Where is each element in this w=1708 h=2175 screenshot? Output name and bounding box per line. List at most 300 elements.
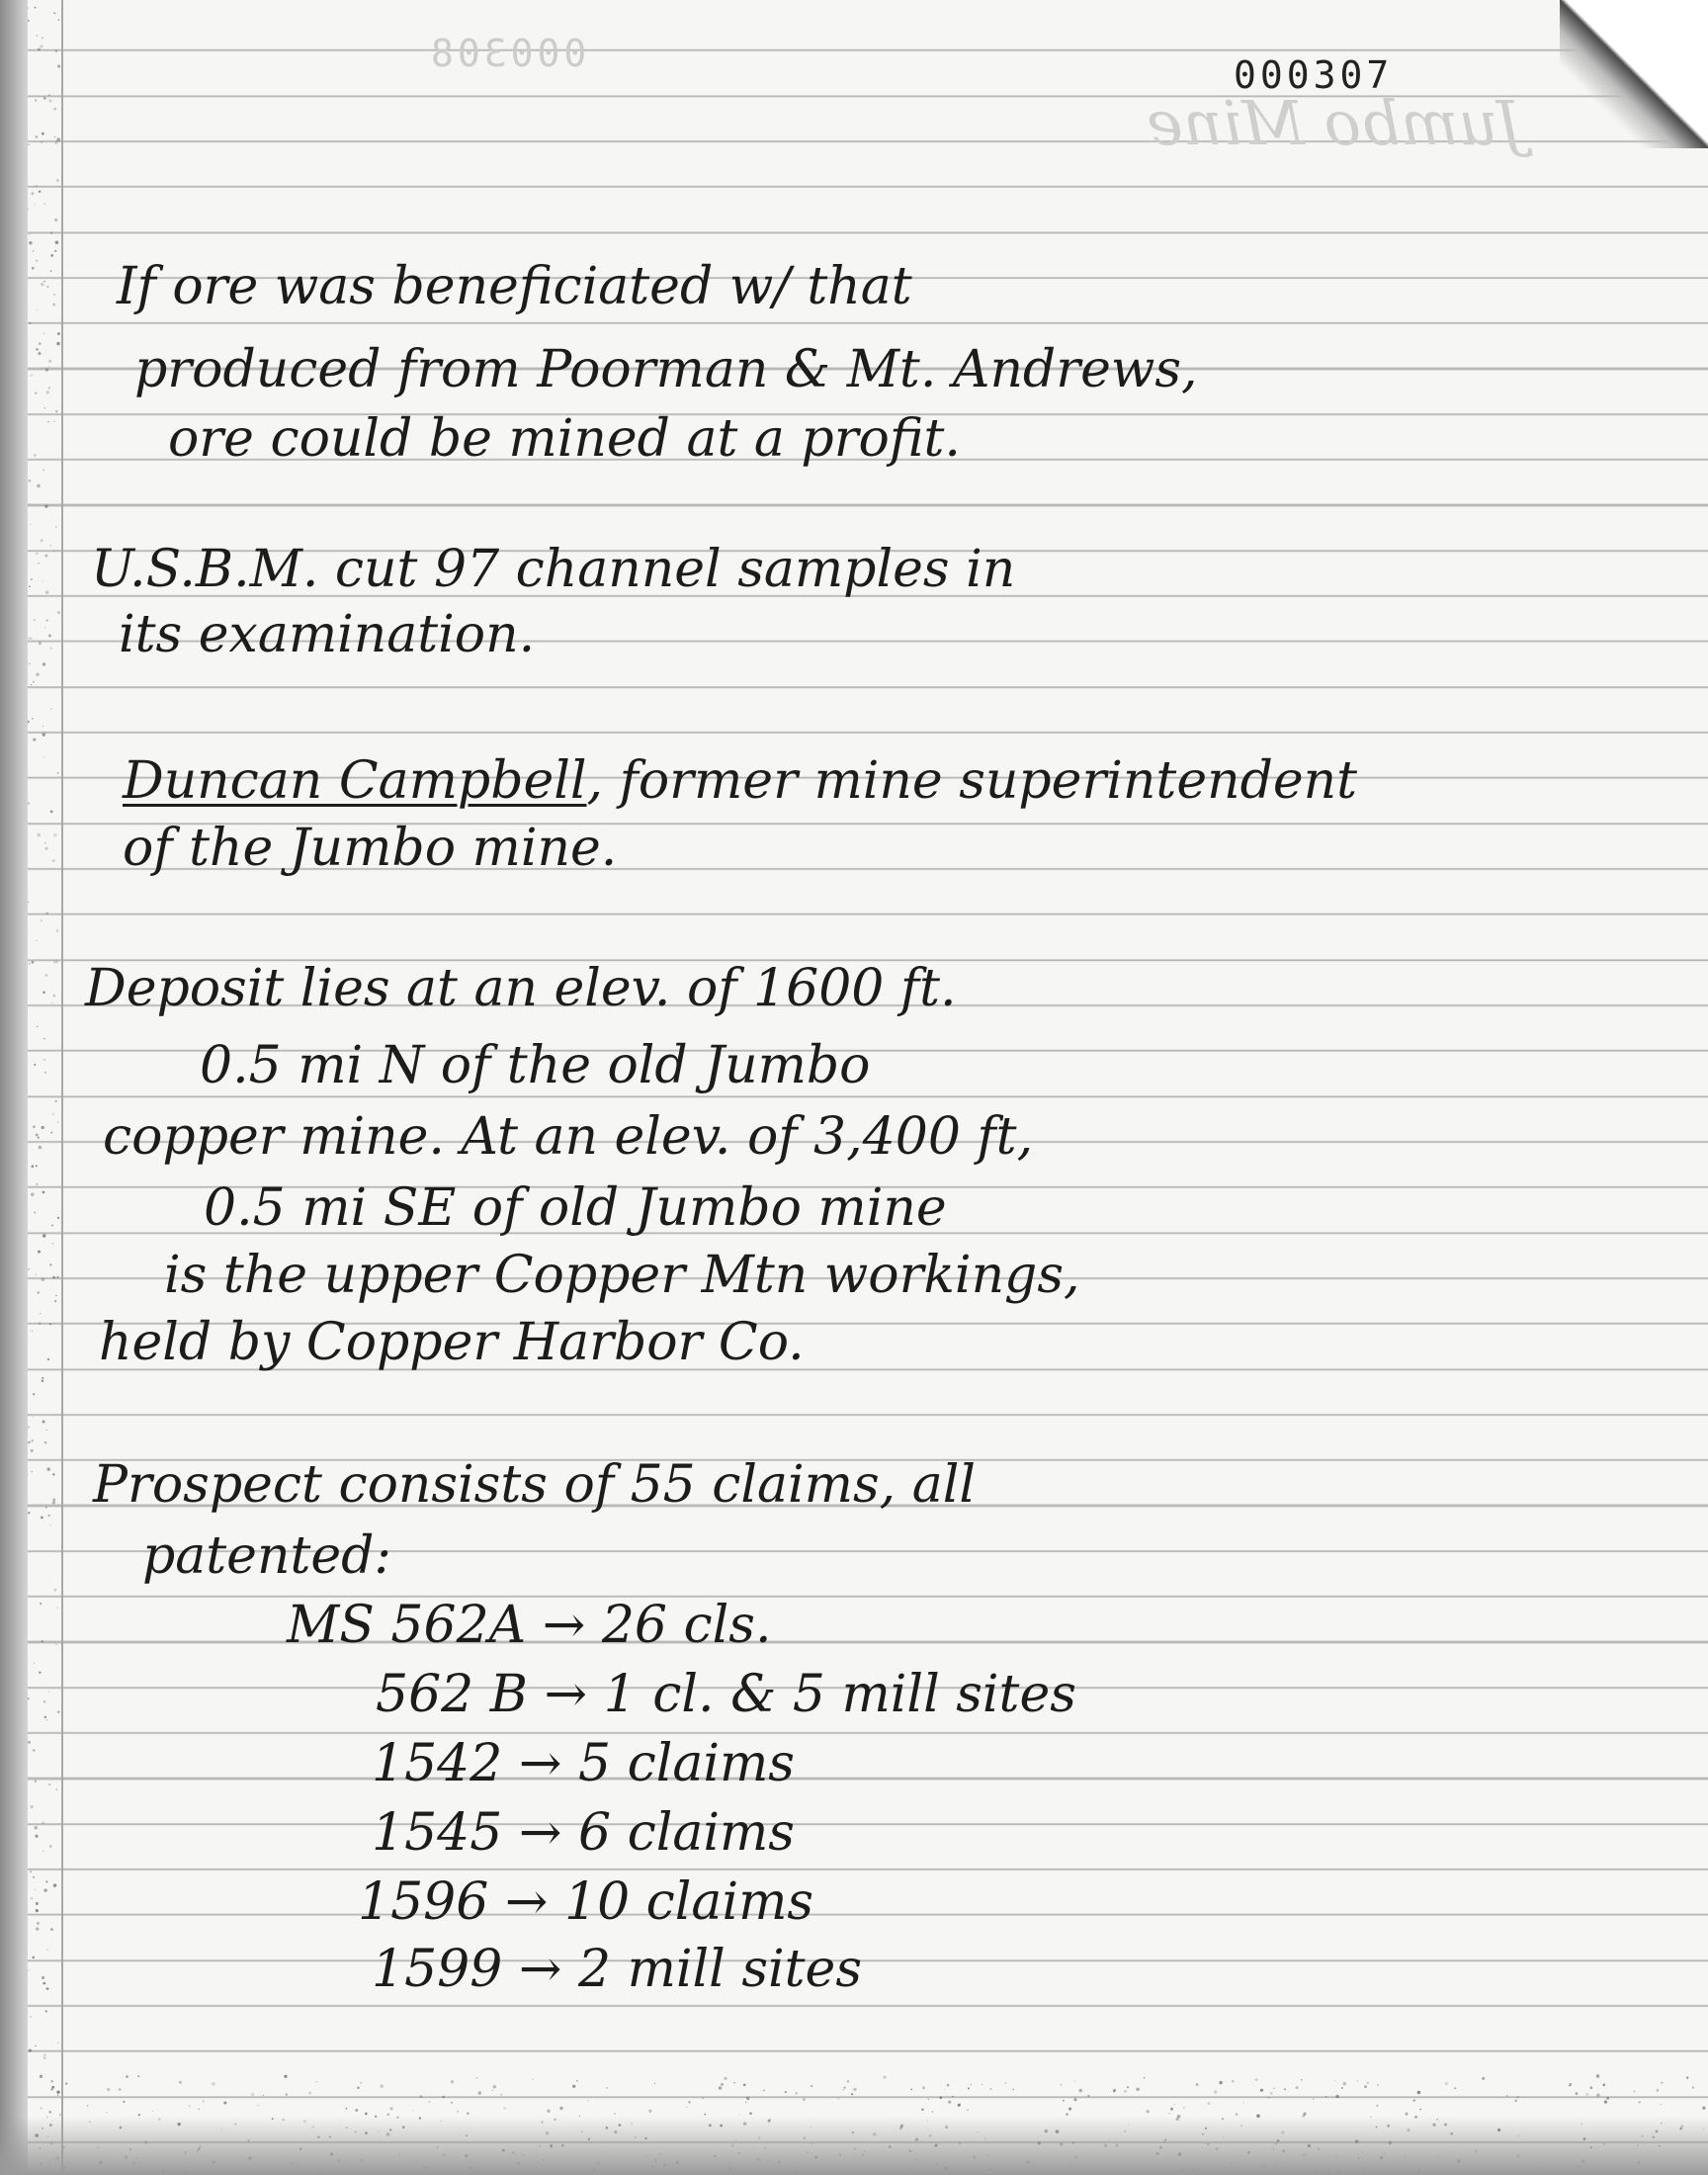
scan-speck (1341, 2087, 1343, 2089)
margin-line (61, 0, 63, 2175)
scan-speck (107, 2088, 110, 2091)
scan-speck (1147, 2110, 1150, 2113)
scan-speck (614, 2113, 615, 2114)
scan-speck (123, 2101, 125, 2103)
scan-speck (361, 2082, 362, 2083)
claim-count: 6 claims (577, 1803, 795, 1863)
scan-speck (35, 7, 37, 9)
scan-speck (37, 1291, 40, 1294)
claim-entry (287, 1598, 772, 1653)
scan-speck (1273, 2088, 1275, 2090)
scan-speck (952, 2096, 953, 2097)
scan-left-edge (0, 0, 28, 2175)
scan-speck (45, 2010, 47, 2012)
scan-speck (1144, 2077, 1146, 2079)
bleed-through-stamp: 000308 (427, 32, 587, 75)
scan-speck (1596, 2074, 1599, 2077)
scan-speck (57, 550, 58, 551)
arrow-icon: → (518, 1803, 562, 1863)
scan-speck (56, 342, 60, 346)
scan-speck (32, 718, 34, 720)
scan-speck (46, 620, 48, 622)
scan-speck (29, 585, 31, 587)
scan-speck (106, 2112, 107, 2113)
scan-speck (52, 1473, 54, 1475)
scan-speck (1079, 2089, 1082, 2092)
scan-speck (803, 2098, 806, 2101)
arrow-icon: → (518, 1940, 562, 1999)
scan-speck (932, 2111, 933, 2112)
scan-speck (47, 1358, 49, 1360)
scan-speck (795, 2092, 798, 2095)
scan-speck (947, 2084, 950, 2087)
scan-speck (28, 1441, 30, 1443)
scan-speck (945, 2089, 946, 2090)
scan-speck (1068, 2108, 1071, 2111)
scan-speck (35, 204, 36, 205)
scan-speck (38, 1251, 41, 1254)
scan-speck (87, 2105, 88, 2106)
scan-speck (32, 961, 35, 964)
scan-speck (36, 1902, 39, 1905)
scan-speck (35, 2045, 37, 2047)
note-line: U.S.B.M. cut 97 channel samples in (91, 540, 1016, 599)
scan-speck (475, 2077, 477, 2079)
scan-speck (55, 1100, 57, 1102)
scan-speck (45, 1430, 46, 1431)
scan-speck (28, 1741, 31, 1744)
scan-speck (843, 2089, 845, 2091)
scan-speck (1074, 2081, 1075, 2082)
note-line: Deposit lies at an elev. of 1600 ft. (85, 959, 957, 1018)
scan-speck (36, 1273, 37, 1274)
scan-speck (51, 1002, 53, 1004)
scan-speck (1270, 2092, 1273, 2095)
scan-speck (457, 2111, 458, 2112)
scan-speck (44, 627, 45, 628)
scan-speck (34, 619, 36, 621)
scan-speck (702, 2098, 704, 2100)
bates-stamp: 000307 (1234, 53, 1394, 97)
scan-speck (1313, 2098, 1314, 2099)
scan-speck (53, 833, 56, 836)
scan-speck (837, 2098, 838, 2099)
scan-speck (46, 1467, 49, 1470)
scan-speck (843, 2086, 845, 2088)
scan-speck (40, 1313, 42, 1315)
scan-speck (48, 94, 50, 96)
scan-speck (49, 1323, 51, 1325)
scan-speck (412, 2110, 413, 2111)
scan-speck (1413, 2099, 1415, 2101)
scan-speck (1260, 2089, 1263, 2092)
scan-speck (35, 392, 37, 394)
scan-speck (50, 2080, 53, 2083)
scan-speck (40, 1603, 42, 1605)
scan-speck (910, 2088, 912, 2090)
scan-speck (32, 192, 35, 195)
scan-speck (31, 1439, 33, 1441)
claim-survey: 1545 (372, 1803, 503, 1863)
scan-speck (38, 352, 41, 355)
claim-survey: MS 562A (287, 1596, 527, 1655)
scan-speck (31, 1897, 33, 1899)
scan-speck (53, 294, 55, 296)
scan-speck (346, 2108, 348, 2110)
scan-speck (37, 484, 41, 488)
scan-speck (33, 250, 35, 252)
scan-speck (1063, 2100, 1065, 2102)
scan-speck (57, 332, 60, 335)
scan-speck (493, 2085, 496, 2088)
scan-speck (1417, 2091, 1420, 2094)
scan-speck (34, 1064, 36, 1066)
scan-speck (43, 2056, 46, 2059)
scan-speck (57, 19, 59, 21)
scan-speck (55, 410, 57, 412)
scan-speck (54, 218, 57, 221)
scan-speck (36, 553, 38, 555)
scan-speck (199, 2109, 200, 2110)
scan-speck (587, 2100, 589, 2102)
scan-speck (29, 638, 30, 639)
scan-speck (1589, 2086, 1592, 2089)
scan-speck (927, 2099, 929, 2101)
scan-speck (52, 304, 55, 306)
scan-speck (1170, 2108, 1173, 2111)
scan-speck (45, 590, 48, 593)
scan-speck (1232, 2080, 1234, 2082)
scan-speck (126, 2075, 128, 2078)
scan-speck (36, 348, 38, 350)
scan-speck (37, 1922, 40, 1925)
scan-speck (1602, 2084, 1605, 2087)
scan-speck (1284, 2088, 1286, 2090)
scan-speck (851, 2093, 853, 2095)
scan-speck (55, 1644, 56, 1645)
scan-speck (1569, 2083, 1572, 2086)
scan-speck (32, 1416, 33, 1417)
scan-speck (41, 283, 44, 287)
scan-speck (968, 2087, 970, 2089)
scan-speck (43, 1191, 45, 1194)
claim-survey: 1596 (358, 1872, 489, 1932)
scan-speck (51, 1243, 53, 1245)
scan-speck (45, 847, 48, 850)
scan-speck (57, 65, 60, 68)
scan-speck (42, 1126, 44, 1129)
scan-speck (1124, 2090, 1127, 2093)
scan-speck (721, 2083, 724, 2086)
scan-speck (42, 37, 43, 39)
scan-speck (35, 1781, 37, 1783)
scan-speck (45, 555, 48, 558)
scan-speck (1585, 2093, 1588, 2096)
scan-speck (43, 281, 45, 283)
scan-speck (53, 960, 56, 963)
claim-survey: 562 B (376, 1665, 528, 1724)
claim-entry (372, 1805, 795, 1861)
scan-speck (41, 141, 43, 143)
scan-speck (572, 2085, 575, 2088)
scan-speck (1073, 2098, 1076, 2101)
scan-speck (43, 733, 45, 736)
scan-speck (48, 635, 51, 638)
scan-speck (1174, 2104, 1176, 2106)
scan-speck (51, 2086, 54, 2089)
scan-speck (55, 1295, 57, 1297)
scan-speck (30, 1870, 32, 1872)
scan-speck (33, 1749, 35, 1751)
scan-speck (749, 2112, 752, 2115)
scan-speck (1482, 2077, 1485, 2080)
scan-speck (50, 2088, 52, 2090)
scan-speck (1454, 2087, 1456, 2089)
scan-speck (355, 2109, 358, 2112)
scan-speck (500, 2094, 502, 2096)
scan-speck (34, 1211, 36, 1213)
scan-speck (65, 2082, 67, 2084)
scan-speck (315, 2081, 317, 2083)
scan-speck (365, 2113, 368, 2116)
scan-speck (54, 250, 56, 252)
scan-speck (31, 684, 32, 685)
scan-speck (48, 366, 49, 367)
scan-speck (54, 141, 57, 144)
scan-speck (179, 2081, 182, 2084)
scan-speck (922, 2086, 925, 2089)
note-line: copper mine. At an elev. of 3,400 ft, (103, 1107, 1034, 1167)
scan-speck (50, 270, 52, 272)
scan-speck (390, 2107, 393, 2110)
scan-bottom-edge (0, 2116, 1708, 2175)
scan-speck (745, 2102, 746, 2103)
scan-speck (45, 369, 48, 372)
bleed-through-title: Jumbo Mine (1147, 87, 1523, 159)
scan-speck (1127, 2086, 1129, 2088)
scan-speck (251, 2093, 254, 2096)
scan-speck (50, 545, 52, 547)
scan-speck (46, 286, 48, 288)
folded-corner (1560, 0, 1708, 148)
scan-speck (28, 902, 29, 903)
note-line: its examination. (119, 605, 536, 664)
scan-speck (1604, 2100, 1607, 2103)
scan-speck (40, 44, 43, 47)
scan-speck (36, 185, 38, 187)
scan-speck (52, 1501, 55, 1504)
scan-speck (32, 267, 35, 270)
scan-speck (48, 1784, 50, 1785)
scan-speck (286, 2093, 288, 2095)
scan-speck (1325, 2096, 1327, 2098)
claim-entry (358, 1874, 813, 1930)
scan-speck (34, 1826, 37, 1829)
scan-speck (1634, 2090, 1636, 2092)
scan-speck (33, 1393, 35, 1395)
scan-speck (33, 681, 35, 683)
scan-speck (989, 2088, 991, 2090)
claim-survey: 1542 (372, 1734, 503, 1793)
scan-speck (29, 963, 32, 966)
scan-speck (1301, 2079, 1303, 2081)
scan-speck (785, 2091, 787, 2093)
note-line: of the Jumbo mine. (123, 819, 618, 878)
note-line: If ore was beneficiated w/ that (117, 257, 912, 316)
scan-speck (39, 1146, 43, 1150)
scan-speck (1517, 2096, 1519, 2098)
scan-speck (42, 1380, 44, 1383)
arrow-icon: → (504, 1872, 549, 1932)
note-line: 0.5 mi N of the old Jumbo (200, 1036, 871, 1095)
scan-speck (1012, 2089, 1014, 2091)
scan-speck (152, 2111, 153, 2112)
scan-speck (467, 2113, 469, 2115)
scan-speck (43, 1038, 44, 1039)
scan-speck (57, 2043, 59, 2044)
scan-speck (746, 2097, 749, 2100)
scan-speck (40, 2075, 43, 2078)
scan-speck (56, 2091, 59, 2094)
scan-speck (46, 391, 49, 393)
scan-speck (1214, 2090, 1217, 2093)
scan-speck (940, 2096, 943, 2099)
scan-speck (1061, 2084, 1063, 2086)
claim-entry (372, 1942, 862, 1997)
scan-speck (36, 673, 40, 677)
scan-speck (1606, 2097, 1609, 2100)
scan-speck (648, 2110, 651, 2113)
scan-speck (688, 2101, 691, 2104)
scan-speck (56, 1789, 57, 1790)
scan-speck (49, 1845, 52, 1848)
underlined-name: Duncan Campbell (123, 751, 587, 811)
scan-speck (48, 360, 51, 363)
scan-speck (44, 1072, 46, 1074)
scan-speck (55, 240, 59, 244)
scan-speck (308, 2092, 311, 2095)
scan-speck (52, 1499, 55, 1502)
scan-speck (37, 309, 38, 310)
scan-speck (52, 550, 54, 552)
scan-speck (44, 1716, 46, 1718)
arrow-icon: → (544, 1665, 588, 1724)
scan-speck (42, 132, 44, 135)
scan-speck (37, 35, 38, 36)
scan-speck (38, 1137, 40, 1139)
scan-speck (559, 2107, 562, 2110)
arrow-icon: → (542, 1596, 586, 1655)
scan-speck (35, 99, 37, 101)
scan-speck (47, 1515, 49, 1517)
scan-speck (29, 2048, 32, 2051)
scan-speck (49, 647, 51, 649)
scan-speck (46, 1987, 49, 1990)
scan-speck (137, 2075, 139, 2077)
scan-speck (57, 2094, 58, 2095)
scan-speck (29, 234, 30, 235)
scan-speck (50, 1132, 52, 1134)
scan-speck (1376, 2105, 1378, 2107)
scan-speck (743, 2084, 746, 2087)
scan-speck (36, 135, 39, 138)
scan-speck (948, 2100, 951, 2103)
scan-speck (1661, 2082, 1663, 2084)
scan-speck (43, 203, 44, 204)
scan-speck (119, 2088, 122, 2091)
scan-speck (847, 2080, 849, 2082)
scan-speck (50, 811, 53, 814)
scan-speck (37, 1026, 38, 1027)
scan-speck (28, 143, 30, 145)
note-line: is the upper Copper Mtn workings, (164, 1246, 1080, 1305)
scan-speck (1692, 2086, 1694, 2088)
scan-speck (33, 738, 36, 740)
scan-speck (883, 2076, 886, 2079)
scan-speck (51, 1225, 53, 1227)
scan-speck (31, 1805, 34, 1808)
scan-speck (1168, 2113, 1170, 2115)
note-line: patented: (142, 1526, 391, 1586)
scan-speck (56, 179, 59, 182)
scan-speck (451, 2102, 453, 2104)
scan-speck (30, 524, 31, 525)
scan-speck (29, 241, 33, 245)
scan-speck (52, 1276, 55, 1279)
scan-speck (43, 1888, 46, 1891)
scan-speck (54, 1300, 56, 1302)
scan-speck (41, 539, 43, 542)
claim-count: 1 cl. & 5 mill sites (603, 1665, 1076, 1724)
scan-speck (203, 2100, 205, 2102)
scan-speck (39, 1672, 41, 1674)
scan-speck (1686, 2076, 1688, 2078)
scan-speck (1136, 2088, 1139, 2091)
note-line: Prospect consists of 55 claims, all (93, 1455, 976, 1515)
scan-speck (43, 1234, 46, 1238)
scan-speck (50, 232, 52, 234)
scan-speck (31, 1471, 32, 1472)
scan-speck (970, 2084, 972, 2086)
scan-speck (32, 1165, 35, 1168)
scan-speck (357, 2086, 360, 2089)
scan-speck (32, 1957, 35, 1959)
claim-entry (376, 1667, 1076, 1722)
scan-speck (45, 1507, 47, 1509)
scan-speck (44, 505, 47, 508)
scan-speck (45, 974, 48, 977)
scan-speck (57, 1217, 59, 1219)
scan-speck (31, 578, 33, 580)
scan-speck (1367, 2082, 1369, 2084)
scan-speck (33, 1876, 35, 1878)
scan-speck (36, 1133, 39, 1136)
scan-speck (921, 2109, 923, 2111)
scan-speck (56, 137, 60, 141)
scan-speck (43, 333, 44, 334)
scan-speck (1343, 2082, 1347, 2086)
scan-speck (1296, 2086, 1299, 2089)
scan-speck (30, 2016, 32, 2018)
scan-speck (442, 2096, 445, 2099)
scan-speck (724, 2077, 726, 2080)
scan-speck (719, 2086, 722, 2089)
scan-speck (44, 1441, 46, 1443)
scan-speck (1638, 2101, 1641, 2104)
scan-speck (55, 49, 57, 51)
scan-speck (46, 1949, 48, 1951)
scan-speck (1005, 2082, 1007, 2084)
